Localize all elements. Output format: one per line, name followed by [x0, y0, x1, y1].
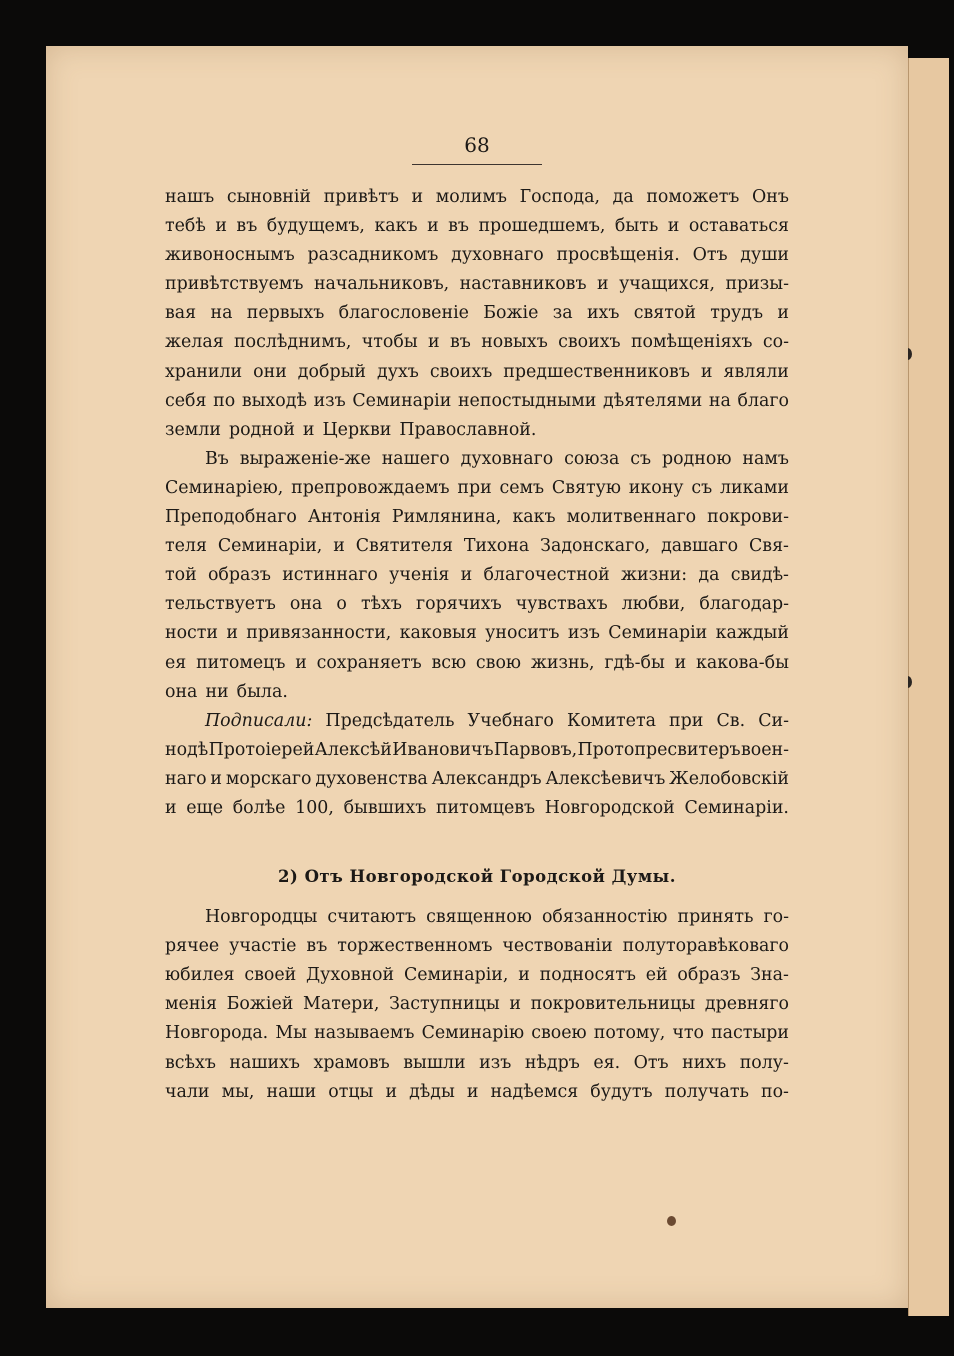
word: препровождаемъ — [291, 477, 450, 498]
word: благо — [737, 390, 789, 411]
word: участіе — [229, 936, 297, 957]
word: въ — [306, 936, 328, 957]
word: ликами — [719, 477, 789, 498]
word: была. — [236, 681, 288, 702]
text-line — [165, 765, 789, 794]
word: ей — [645, 965, 668, 986]
word: Семинаріи, — [403, 965, 509, 986]
word: какъ — [512, 507, 556, 528]
text-line — [165, 241, 789, 270]
word: въ — [236, 216, 258, 237]
text-line — [165, 619, 789, 648]
word: давшаго — [661, 536, 739, 557]
text-line — [165, 903, 789, 932]
word: каждый — [715, 623, 789, 644]
word: и — [428, 332, 440, 353]
word: разсадникомъ — [307, 245, 439, 266]
word: привѣтствуемъ — [165, 274, 304, 295]
word: торжественномъ — [337, 936, 493, 957]
word: воен- — [740, 739, 789, 760]
word: тѣхъ — [360, 594, 402, 615]
word: истиннаго — [282, 565, 378, 586]
word: Мы — [275, 1023, 307, 1044]
word: морскаго — [225, 768, 312, 789]
word: считаютъ — [327, 907, 417, 928]
ink-spot — [667, 1216, 676, 1226]
word: семъ — [499, 477, 545, 498]
word: называемъ — [314, 1023, 415, 1044]
word: благословеніе — [338, 303, 469, 324]
word: питомецъ — [196, 652, 286, 673]
word: Божіей — [226, 994, 294, 1015]
word: привязанности, — [246, 623, 392, 644]
word: покровительницы — [530, 994, 696, 1015]
word: своихъ — [429, 361, 493, 382]
text-line — [165, 990, 789, 1019]
word: Семинаріи — [352, 390, 452, 411]
word: наставниковъ — [459, 274, 587, 295]
text-line — [165, 212, 789, 241]
word: Отъ — [692, 245, 728, 266]
word: той — [165, 565, 197, 586]
word: и — [427, 216, 439, 237]
word: святой — [633, 303, 696, 324]
text-line — [165, 358, 789, 387]
word: учащихся, — [619, 274, 715, 295]
word: изъ — [479, 1052, 512, 1073]
word: Семинаріи — [608, 623, 708, 644]
word: покрови- — [707, 507, 789, 528]
word: нашего — [381, 448, 450, 469]
word: болѣе — [232, 797, 286, 818]
word: нашихъ — [229, 1052, 300, 1073]
word: гдѣ-бы — [604, 652, 665, 673]
word: горячихъ — [416, 594, 502, 615]
text-line — [165, 649, 789, 678]
word: души — [740, 245, 789, 266]
word: дѣятелями — [603, 390, 703, 411]
word: сыновній — [226, 187, 312, 207]
word: Отъ — [633, 1052, 669, 1073]
word: образъ — [207, 565, 271, 586]
word: еще — [186, 797, 224, 818]
word: прошедшемъ, — [478, 216, 606, 237]
word: духовенства — [315, 768, 428, 789]
word: Задонскаго, — [540, 536, 651, 557]
word: Онъ — [752, 187, 789, 207]
word: родной — [228, 419, 295, 440]
word: какъ — [374, 216, 418, 237]
word: предшественниковъ — [503, 361, 690, 382]
text-line — [165, 1078, 789, 1107]
word: Семинаріею, — [165, 477, 284, 498]
word: Заступницы — [389, 994, 500, 1015]
word: священною — [426, 907, 532, 928]
word: Новгородской — [544, 797, 675, 818]
paragraph-city-duma — [165, 903, 789, 1107]
word: и — [295, 652, 307, 673]
word: земли — [165, 419, 221, 440]
word: и — [777, 303, 789, 324]
word: полуторавѣковаго — [622, 936, 789, 957]
word: со- — [762, 332, 789, 353]
word: и — [215, 216, 227, 237]
word: на — [708, 390, 731, 411]
word: Тихона — [463, 536, 530, 557]
word: въ — [449, 332, 471, 353]
word: духъ — [377, 361, 419, 382]
word: молитвеннаго — [566, 507, 697, 528]
word: она — [165, 681, 198, 702]
word: при — [669, 710, 704, 731]
word: новыхъ — [481, 332, 548, 353]
adjacent-page-edge — [908, 58, 949, 1316]
word: являли — [723, 361, 789, 382]
text-line — [165, 183, 789, 212]
section-heading: 2) Отъ Новгородской Городской Думы. — [278, 867, 676, 887]
word: вышли — [403, 1052, 466, 1073]
word: и — [667, 216, 680, 237]
word: отцы — [328, 1081, 374, 1102]
word: Римлянина, — [391, 507, 502, 528]
text-line — [165, 794, 789, 823]
word: Семинаріи. — [684, 797, 789, 818]
word: Александръ — [431, 768, 542, 789]
word: помѣщеніяхъ — [630, 332, 753, 353]
text-line — [165, 270, 789, 299]
word: что — [672, 1023, 704, 1044]
word: образъ — [677, 965, 741, 986]
word: и — [509, 994, 521, 1015]
word: ни — [205, 681, 229, 702]
page-number-rule — [412, 164, 542, 165]
word: нѣдръ — [524, 1052, 580, 1073]
text-line — [165, 678, 789, 707]
word: теля — [165, 536, 207, 557]
word: питомцевъ — [435, 797, 536, 818]
word: чувствахъ — [515, 594, 608, 615]
text-line — [165, 532, 789, 561]
word: при — [457, 477, 492, 498]
word: ея. — [593, 1052, 621, 1073]
text-line — [165, 1019, 789, 1048]
text-line — [165, 961, 789, 990]
word: молимъ — [435, 187, 507, 207]
text-line — [165, 328, 789, 357]
word: полу- — [739, 1052, 789, 1073]
word: благочестной — [483, 565, 610, 586]
word: Православной. — [399, 419, 537, 440]
word: она — [289, 594, 323, 615]
word: ученія — [389, 565, 450, 586]
word: духовнаго — [460, 448, 554, 469]
word: Комитета — [567, 710, 656, 731]
word: просвѣщенія. — [556, 245, 680, 266]
text-line — [165, 590, 789, 619]
word: Протоіерей — [208, 739, 315, 760]
word: Протопресвитеръ — [577, 739, 741, 760]
word: всю — [431, 652, 467, 673]
word: Новгородцы — [205, 907, 318, 928]
word: родною — [661, 448, 732, 469]
page-content — [165, 130, 789, 1107]
word: подносятъ — [539, 965, 636, 986]
word: непостыдными — [457, 390, 597, 411]
word: на — [210, 303, 233, 324]
word: себя — [165, 390, 207, 411]
word: менія — [165, 994, 217, 1015]
word: намъ — [742, 448, 789, 469]
word: будутъ — [590, 1081, 653, 1102]
word: Свя- — [748, 536, 789, 557]
word: за — [552, 303, 573, 324]
word: тельствуетъ — [165, 594, 276, 615]
word: какова-бы — [696, 652, 789, 673]
word: послѣднимъ, — [234, 332, 352, 353]
text-line — [165, 1049, 789, 1078]
word: и — [700, 361, 713, 382]
word: рячее — [165, 936, 220, 957]
word: въ — [448, 216, 469, 237]
word: и — [674, 652, 687, 673]
word: нихъ — [682, 1052, 727, 1073]
word: союза — [564, 448, 620, 469]
word: свидѣ- — [730, 565, 789, 586]
word: желая — [165, 332, 224, 353]
word: призы- — [725, 274, 789, 295]
text-line — [165, 932, 789, 961]
word: они — [253, 361, 287, 382]
word: поможетъ — [646, 187, 740, 207]
word: наго — [165, 768, 207, 789]
word: да — [698, 565, 720, 586]
word: Семинарію — [421, 1023, 525, 1044]
word: и — [302, 419, 315, 440]
word: Духовной — [306, 965, 395, 986]
word: чали — [165, 1081, 210, 1102]
word: надѣемся — [490, 1081, 579, 1102]
word: Си- — [758, 710, 789, 731]
word: по — [213, 390, 236, 411]
word: быть — [614, 216, 659, 237]
word: хранили — [165, 361, 243, 382]
word: Божіе — [483, 303, 539, 324]
word: будущемъ, — [266, 216, 365, 237]
word: свою — [475, 652, 522, 673]
word: духовнаго — [451, 245, 544, 266]
word: и — [411, 187, 424, 207]
word: Семинаріи, — [217, 536, 323, 557]
word: обязанностію — [541, 907, 668, 928]
word: Святителя — [355, 536, 453, 557]
word: первыхъ — [246, 303, 325, 324]
word: древняго — [704, 994, 789, 1015]
word: Въ — [205, 448, 229, 469]
word: да — [612, 187, 634, 207]
word: благодар- — [699, 594, 789, 615]
word: и — [518, 965, 530, 986]
text-line — [165, 707, 789, 736]
text-line — [165, 299, 789, 328]
word: и — [165, 797, 177, 818]
word: Новгорода. — [165, 1023, 269, 1044]
word: и — [466, 1081, 479, 1102]
word: Церкви — [322, 419, 392, 440]
word: оставаться — [688, 216, 789, 237]
word: Алексѣй — [314, 739, 392, 760]
page-number: 68 — [464, 133, 490, 157]
word: съ — [691, 477, 713, 498]
word: Св. — [716, 710, 746, 731]
word: трудъ — [710, 303, 764, 324]
word: пастыри — [711, 1023, 789, 1044]
word: Предсѣдатель — [325, 710, 455, 731]
word: наши — [266, 1081, 317, 1102]
word: потому, — [593, 1023, 666, 1044]
word: всѣхъ — [165, 1052, 216, 1073]
word: о — [336, 594, 347, 615]
word: Господа, — [519, 187, 601, 207]
word: сохраняетъ — [316, 652, 422, 673]
word: жизнь, — [530, 652, 595, 673]
word: нашъ — [165, 187, 215, 207]
word: нодѣ — [165, 739, 209, 760]
text-line — [165, 387, 789, 416]
word: получать — [664, 1081, 749, 1102]
word: выходѣ — [241, 390, 307, 411]
word: изъ — [567, 623, 600, 644]
word: уноситъ — [485, 623, 560, 644]
text-line — [165, 736, 789, 765]
word: Матери, — [303, 994, 380, 1015]
word: 100, — [295, 797, 334, 818]
paragraph-icon-gift — [165, 445, 789, 707]
word: тебѣ — [165, 216, 206, 237]
word: и — [385, 1081, 398, 1102]
word: и — [226, 623, 238, 644]
word: привѣтъ — [323, 187, 399, 207]
word: Преподобнаго — [165, 507, 297, 528]
word: жизни: — [621, 565, 688, 586]
word: мы, — [221, 1081, 255, 1102]
text-line — [165, 503, 789, 532]
word: дѣды — [409, 1081, 455, 1102]
word: юбилея — [165, 965, 235, 986]
text-line — [165, 474, 789, 503]
word: изъ — [313, 390, 346, 411]
word: и — [597, 274, 609, 295]
word: своихъ — [558, 332, 621, 353]
word: Зна- — [750, 965, 789, 986]
word: храмовъ — [313, 1052, 390, 1073]
word: по- — [760, 1081, 789, 1102]
word: выраженіе-же — [239, 448, 371, 469]
word: начальниковъ, — [313, 274, 450, 295]
text-line — [165, 445, 789, 474]
word: ея — [165, 652, 187, 673]
word: Ивановичъ — [392, 739, 494, 760]
word: икону — [628, 477, 684, 498]
text-line — [165, 561, 789, 590]
paragraph-signatures — [165, 707, 789, 823]
word: и — [210, 768, 222, 789]
word: Святую — [551, 477, 621, 498]
word: ности — [165, 623, 219, 644]
text-line — [165, 416, 789, 445]
word: Антонія — [307, 507, 381, 528]
word: и — [460, 565, 473, 586]
word: го- — [763, 907, 789, 928]
paragraph-greeting — [165, 183, 789, 445]
word: своей — [244, 965, 297, 986]
word: живоноснымъ — [165, 245, 295, 266]
word: Желобовскій — [669, 768, 789, 789]
word: вая — [165, 303, 197, 324]
word: любви, — [621, 594, 686, 615]
word: ихъ — [586, 303, 620, 324]
word: чтобы — [361, 332, 418, 353]
word: Учебнаго — [467, 710, 554, 731]
word: своею — [531, 1023, 587, 1044]
word: бывшихъ — [343, 797, 427, 818]
word: каковыя — [399, 623, 477, 644]
word: принять — [677, 907, 754, 928]
word: и — [333, 536, 345, 557]
word: добрый — [297, 361, 367, 382]
signatures-label: Подписали: — [205, 710, 313, 731]
word: Парвовъ, — [493, 739, 578, 760]
word: чествованіи — [502, 936, 613, 957]
word: съ — [630, 448, 652, 469]
word: Алексѣевичъ — [545, 768, 666, 789]
